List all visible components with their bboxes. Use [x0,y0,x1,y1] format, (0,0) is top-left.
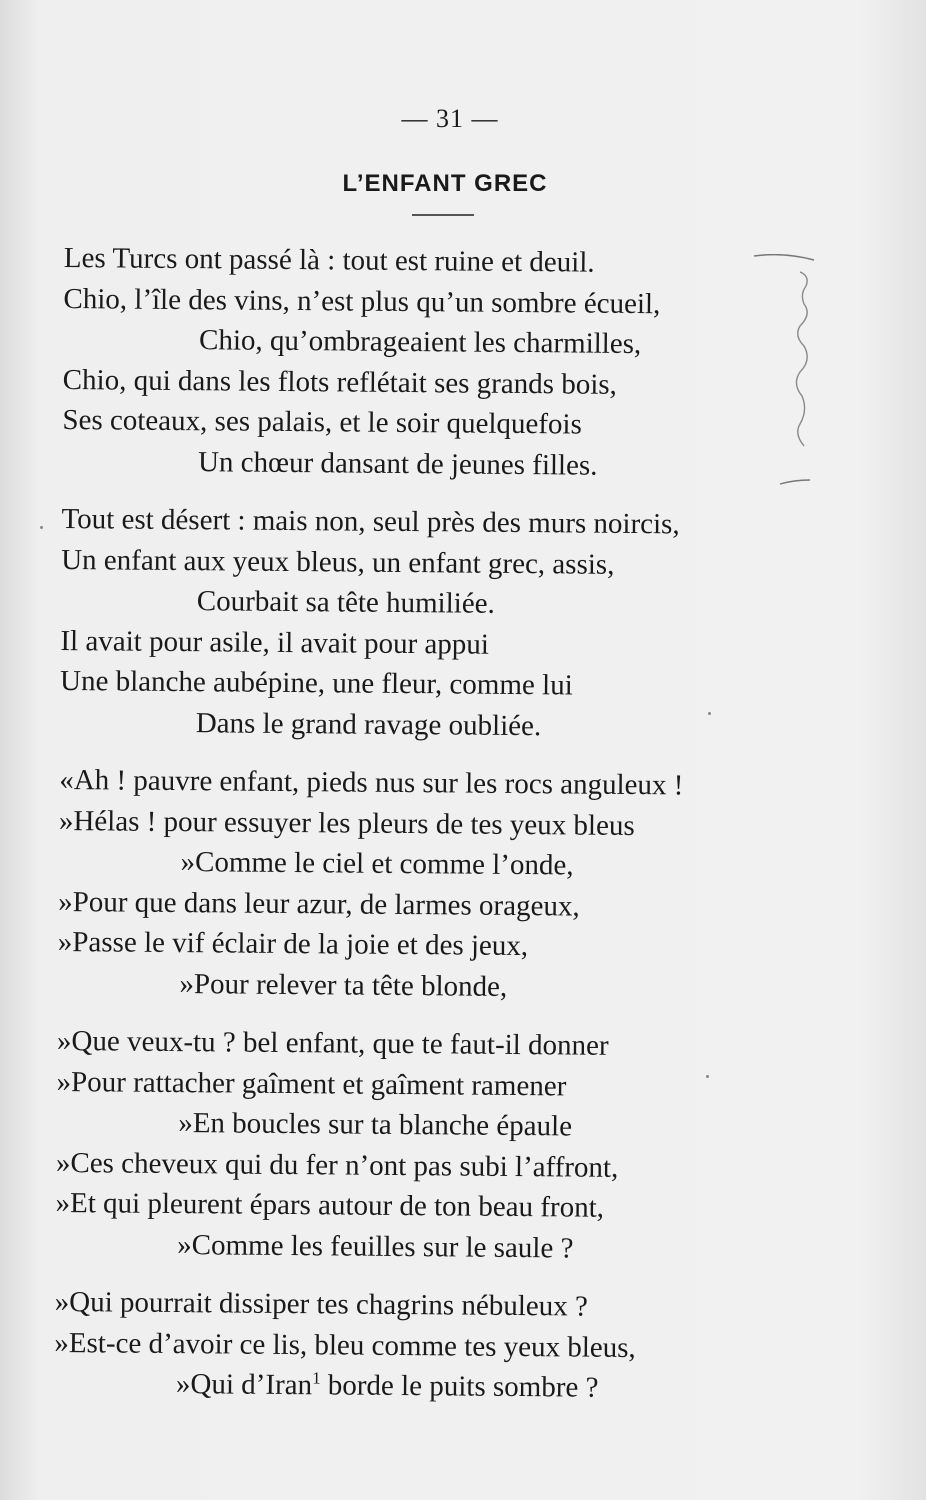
verse-line: »Pour relever ta tête blonde, [179,967,508,1003]
verse-line: Les Turcs ont passé là : tout est ruine et deuil. [63,241,595,279]
verse-line: »Et qui pleurent épars autour de ton beau front, [55,1186,605,1224]
verse-line: »Comme le ciel et comme l’onde, [180,846,574,882]
verse-line: Chio, qu’ombrageaient les charmilles, [198,324,642,361]
paper-speck [708,712,711,715]
verse-line-with-footnote [54,1363,814,1410]
verse-text: »Qui d’Iran [175,1368,313,1402]
verse-line: »Ces cheveux qui du fer n’ont pas subi l’affront, [55,1146,619,1184]
stanza-2 [60,499,822,749]
verse-line: »Pour rattacher gaîment et gaîment ramener [56,1065,567,1102]
footnote-marker: 1 [312,1368,321,1388]
title-divider [412,214,474,216]
verse-line: Dans le grand ravage oubliée. [195,706,542,742]
poem-body [54,238,824,1428]
stanza-3 [57,760,819,1010]
verse-line: Chio, l’île des vins, n’est plus qu’un sombre écueil, [63,282,661,320]
verse-line: Il avait pour asile, il avait pour appui [60,624,490,661]
verse-text: borde le puits sombre ? [320,1369,599,1404]
verse-line: Ses coteaux, ses palais, et le soir quelquefois [62,403,582,441]
paper-speck [706,1075,709,1078]
verse-line: Une blanche aubépine, une fleur, comme lui [59,664,573,702]
verse-line: »Que veux-tu ? bel enfant, que te faut-il donner [56,1024,609,1062]
verse-line: »Hélas ! pour essuyer les pleurs de tes yeux bleus [58,804,635,842]
handwritten-pencil-mark-icon [744,254,824,494]
verse-line: »Est-ce d’avoir ce lis, bleu comme tes yeux bleus, [54,1326,636,1364]
paper-speck [40,526,43,529]
verse-line: Un chœur dansant de jeunes filles. [197,445,598,482]
verse-line: Un enfant aux yeux bleus, un enfant grec, assis, [61,543,615,581]
verse-line: »En boucles sur ta blanche épaule [178,1107,573,1143]
verse-line: »Pour que dans leur azur, de larmes orageux, [58,885,580,923]
verse-line: »Qui pourrait dissiper tes chagrins nébuleux ? [54,1285,588,1323]
stanza-5 [54,1282,815,1410]
stanza-4 [55,1021,817,1271]
poem-title: L’ENFANT GREC [342,170,548,197]
verse-line: «Ah ! pauvre enfant, pieds nus sur les rocs anguleux ! [59,763,684,802]
verse-line: Chio, qui dans les flots reflétait ses grands bois, [62,363,618,401]
verse-line: Courbait sa tête humiliée. [196,585,495,620]
page-number: — 31 — [401,104,499,133]
verse-line: Tout est désert : mais non, seul près des murs noircis, [61,502,680,541]
verse-line: »Comme les feuilles sur le saule ? [177,1228,574,1264]
verse-line: »Passe le vif éclair de la joie et des jeux, [57,925,529,963]
stanza-1 [62,238,824,488]
